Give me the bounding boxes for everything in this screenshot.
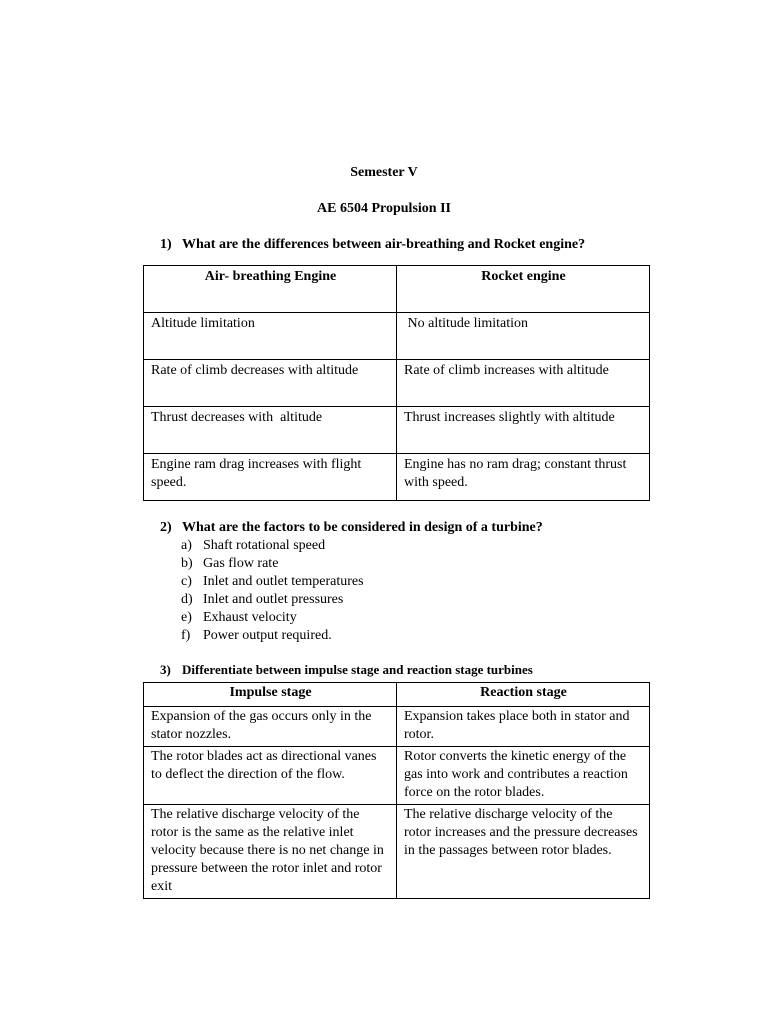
question-2-number: 2) bbox=[160, 520, 172, 535]
semester-title: Semester V bbox=[350, 165, 418, 180]
table-cell: No altitude limitation bbox=[397, 313, 650, 360]
course-title: AE 6504 Propulsion II bbox=[317, 201, 451, 216]
header-cell: Air- breathing Engine bbox=[144, 266, 397, 313]
table-cell: The relative discharge velocity of the rotor is the same as the relative inlet velocity because there is no net change in pressure between the rotor inlet and rotor exit bbox=[144, 805, 397, 899]
table-cell: The rotor blades act as directional vanes to deflect the direction of the flow. bbox=[144, 747, 397, 805]
question-3-text: Differentiate between impulse stage and reaction stage turbines bbox=[182, 662, 533, 677]
question-1-text: What are the differences between air-breathing and Rocket engine? bbox=[182, 237, 586, 252]
table-cell: Engine has no ram drag; constant thrust with speed. bbox=[397, 454, 650, 501]
question-1-number: 1) bbox=[160, 237, 172, 252]
table-row bbox=[144, 360, 650, 407]
list-item: a) Shaft rotational speed bbox=[181, 538, 326, 553]
header-cell: Impulse stage bbox=[144, 683, 397, 707]
table-header-row bbox=[144, 266, 650, 313]
design-factors-list bbox=[181, 537, 364, 645]
question-2 bbox=[160, 519, 543, 537]
list-item: f) Power output required. bbox=[181, 628, 332, 643]
table-cell: The relative discharge velocity of the rotor increases and the pressure decreases in the passages between rotor blades. bbox=[397, 805, 650, 899]
list-item: d) Inlet and outlet pressures bbox=[181, 592, 344, 607]
header-cell: Rocket engine bbox=[397, 266, 650, 313]
table-cell: Rate of climb increases with altitude bbox=[397, 360, 650, 407]
table-row bbox=[144, 805, 650, 899]
list-item: b) Gas flow rate bbox=[181, 556, 279, 571]
list-item: e) Exhaust velocity bbox=[181, 610, 297, 625]
list-item: c) Inlet and outlet temperatures bbox=[181, 574, 364, 589]
comparison-table-turbine-stages bbox=[143, 682, 650, 899]
table-row bbox=[144, 707, 650, 747]
question-3-number: 3) bbox=[160, 662, 171, 677]
table-cell: Thrust increases slightly with altitude bbox=[397, 407, 650, 454]
table-row bbox=[144, 454, 650, 501]
question-2-text: What are the factors to be considered in design of a turbine? bbox=[182, 520, 543, 535]
header-cell: Reaction stage bbox=[397, 683, 650, 707]
comparison-table-engines bbox=[143, 265, 650, 501]
table-header-row bbox=[144, 683, 650, 707]
table-row bbox=[144, 407, 650, 454]
question-1 bbox=[160, 236, 585, 254]
table-cell: Altitude limitation bbox=[144, 313, 397, 360]
table-cell: Thrust decreases with altitude bbox=[144, 407, 397, 454]
table-cell: Expansion of the gas occurs only in the stator nozzles. bbox=[144, 707, 397, 747]
table-cell: Engine ram drag increases with flight speed. bbox=[144, 454, 397, 501]
table-cell: Expansion takes place both in stator and rotor. bbox=[397, 707, 650, 747]
table-cell: Rate of climb decreases with altitude bbox=[144, 360, 397, 407]
question-3 bbox=[160, 661, 533, 679]
table-row bbox=[144, 313, 650, 360]
table-cell: Rotor converts the kinetic energy of the gas into work and contributes a reaction force on the rotor blades. bbox=[397, 747, 650, 805]
table-row bbox=[144, 747, 650, 805]
